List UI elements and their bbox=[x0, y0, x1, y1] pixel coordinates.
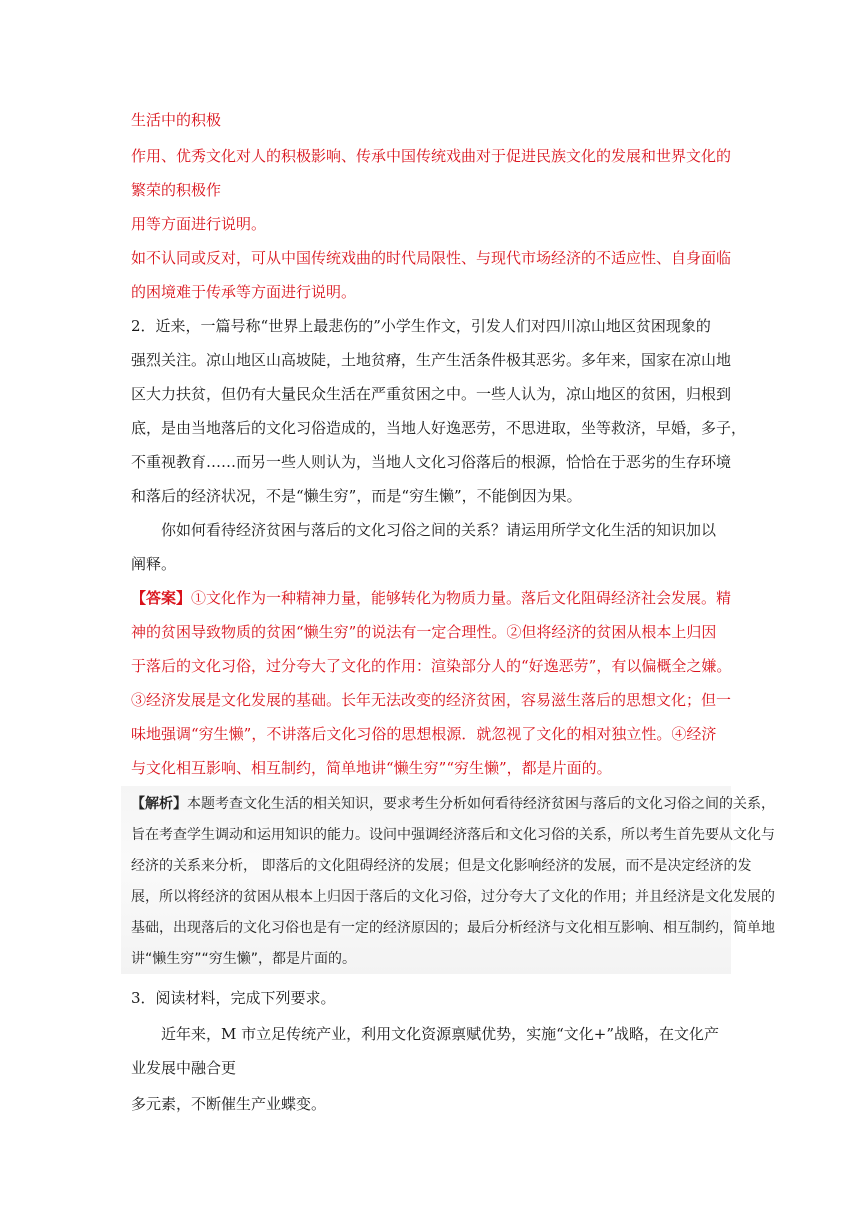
text-line: 生活中的积极 bbox=[131, 111, 222, 129]
question-3-line: 近年来，M 市立足传统产业，利用文化资源禀赋优势，实施“文化+”战略，在文化产 bbox=[161, 1025, 720, 1043]
question-3-line: 业发展中融合更 bbox=[131, 1059, 237, 1077]
answer-line: 于落后的文化习俗，过分夸大了文化的作用：渲染部分人的“好逸恶劳”，有以偏概全之嫌。 bbox=[131, 657, 732, 675]
answer-line: 味地强调“穷生懒”，不讲落后文化习俗的思想根源．就忽视了文化的相对独立性。④经济 bbox=[131, 725, 717, 743]
answer-line: ③经济发展是文化发展的基础。长年无法改变的经济贫困，容易滋生落后的思想文化；但一 bbox=[131, 691, 732, 709]
analysis-block bbox=[121, 786, 775, 974]
analysis-tag: 【解析】 bbox=[131, 796, 187, 812]
question-2-line: 不重视教育……而另一些人则认为，当地人文化习俗落后的根源，恰恰在于恶劣的生存环境 bbox=[131, 453, 732, 471]
text-line: 用等方面进行说明。 bbox=[131, 215, 267, 233]
analysis-line: 旨在考查学生调动和运用知识的能力。设问中强调经济落后和文化习俗的关系，所以考生首先要从文化与 bbox=[131, 827, 775, 843]
analysis-line: 讲“懒生穷”“穷生懒”，都是片面的。 bbox=[131, 951, 357, 967]
analysis-line: 展，所以将经济的贫困从根本上归因于落后的文化习俗，过分夸大了文化的作用；并且经济是文化发展的 bbox=[131, 889, 775, 905]
question-2-prompt: 阐释。 bbox=[131, 555, 177, 573]
question-2-line: 和落后的经济状况，不是“懒生穷”，而是“穷生懒”，不能倒因为果。 bbox=[131, 487, 582, 505]
answer-line: 神的贫困导致物质的贫困“懒生穷”的说法有一定合理性。②但将经济的贫困从根本上归因 bbox=[131, 623, 717, 641]
question-2-prompt: 你如何看待经济贫困与落后的文化习俗之间的关系？请运用所学文化生活的知识加以 bbox=[161, 521, 717, 539]
question-2-line: 2．近来，一篇号称“世界上最悲伤的”小学生作文，引发人们对四川凉山地区贫困现象的 bbox=[131, 317, 711, 335]
question-3-line: 多元素，不断催生产业蝶变。 bbox=[131, 1095, 327, 1113]
question-2-line: 强烈关注。凉山地区山高坡陡，土地贫瘠，生产生活条件极其恶劣。多年来，国家在凉山地 bbox=[131, 351, 732, 369]
text-line: 繁荣的积极作 bbox=[131, 181, 222, 199]
question-2-line: 区大力扶贫，但仍有大量民众生活在严重贫困之中。一些人认为，凉山地区的贫困，归根到 bbox=[131, 385, 732, 403]
answer-text: ①文化作为一种精神力量，能够转化为物质力量。落后文化阻碍经济社会发展。精 bbox=[191, 589, 732, 607]
question-3-line: 3．阅读材料，完成下列要求。 bbox=[131, 989, 336, 1007]
analysis-line bbox=[131, 794, 775, 814]
text-line: 如不认同或反对，可从中国传统戏曲的时代局限性、与现代市场经济的不适应性、自身面临 bbox=[131, 249, 732, 267]
text-line: 作用、优秀文化对人的积极影响、传承中国传统戏曲对于促进民族文化的发展和世界文化的 bbox=[131, 147, 732, 165]
text-line: 的困境难于传承等方面进行说明。 bbox=[131, 283, 357, 301]
question-2-line: 底，是由当地落后的文化习俗造成的，当地人好逸恶劳，不思进取，坐等救济，早婚，多子， bbox=[131, 419, 747, 437]
analysis-line: 经济的关系来分析， 即落后的文化阻碍经济的发展；但是文化影响经济的发展，而不是决定经济的发 bbox=[131, 858, 752, 874]
answer-line bbox=[131, 588, 731, 608]
analysis-line: 基础，出现落后的文化习俗也是有一定的经济原因的；最后分析经济与文化相互影响、相互制约，简单地 bbox=[131, 920, 775, 936]
answer-line: 与文化相互影响、相互制约，简单地讲“懒生穷”“穷生懒”，都是片面的。 bbox=[131, 759, 612, 777]
analysis-text: 本题考查文化生活的相关知识，要求考生分析如何看待经济贫困与落后的文化习俗之间的关系， bbox=[187, 796, 775, 812]
answer-tag: 【答案】 bbox=[131, 589, 192, 607]
